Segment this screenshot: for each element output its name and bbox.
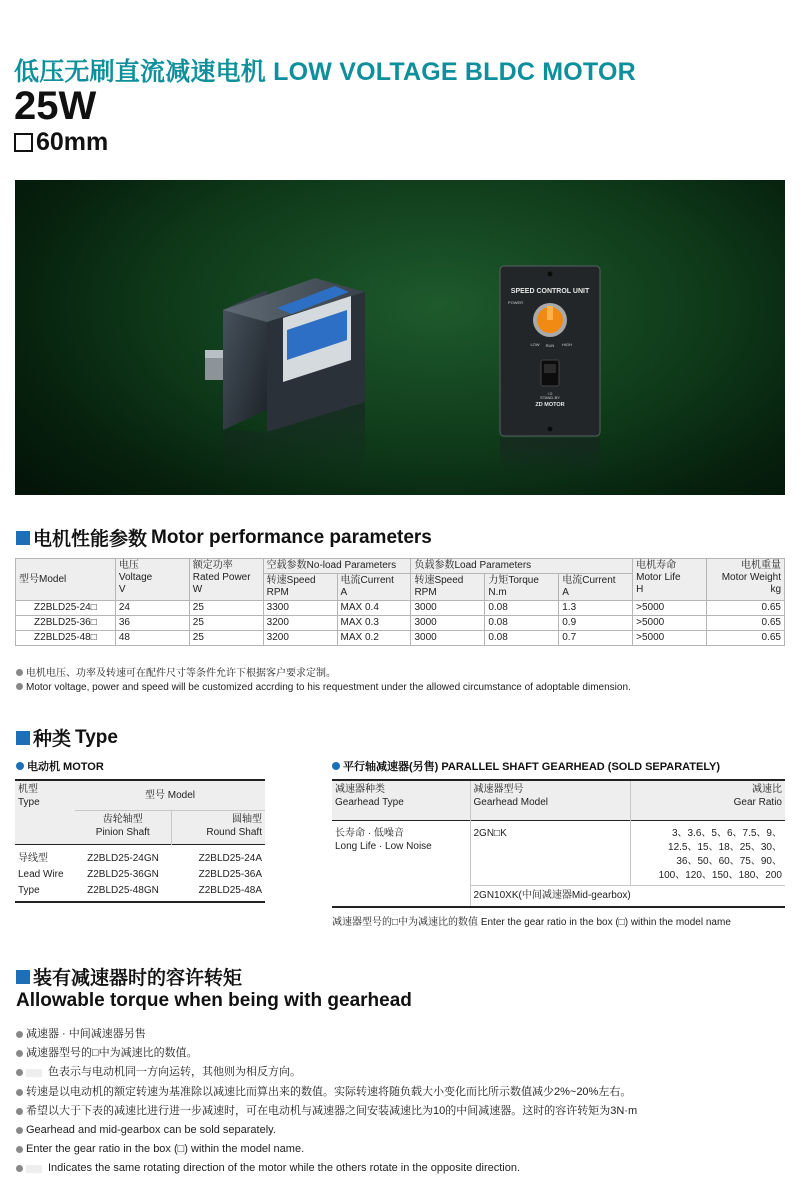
- gearhead-subheading-text: 平行轴减速器(另售) PARALLEL SHAFT GEARHEAD (SOLD SEPARATELY): [343, 761, 721, 773]
- table-cell: 0.08: [485, 631, 559, 646]
- motor-subheading: [16, 758, 104, 774]
- list-item: Indicates the same rotating direction of the motor while the others rotate in the opposite direction.: [16, 1159, 637, 1178]
- table-cell: 25: [189, 601, 263, 616]
- table-cell: 1.3: [559, 601, 633, 616]
- table-cell: 3000: [411, 631, 485, 646]
- controller-image: [500, 266, 600, 478]
- note-text: 电机电压、功率及转速可在配件尺寸等条件允许下根据客户要求定制。: [26, 668, 336, 679]
- header-voltage: 电压 Voltage V: [115, 559, 189, 601]
- table-cell: 0.7: [559, 631, 633, 646]
- header-load: 负载参数Load Parameters: [411, 559, 633, 574]
- bullet-icon: [16, 1031, 23, 1038]
- torque-notes-list: [16, 1025, 637, 1179]
- list-item: 色表示与电动机同一方向运转，其他则为相反方向。: [16, 1063, 637, 1082]
- torque-title-en: Allowable torque when being with gearhead: [16, 990, 412, 1011]
- table-cell: MAX 0.3: [337, 616, 411, 631]
- table-cell: >5000: [633, 631, 707, 646]
- table-cell: 0.65: [707, 601, 785, 616]
- table-row: [16, 631, 785, 646]
- header-model: 型号Model: [16, 559, 116, 601]
- table-cell: 3000: [411, 616, 485, 631]
- list-item: 减速器 · 中间减速器另售: [16, 1025, 637, 1044]
- square-frame-icon: [14, 133, 33, 152]
- frame-size: [14, 128, 108, 157]
- motor-type-header: 机型 Type: [15, 780, 75, 844]
- table-cell: 3200: [263, 616, 337, 631]
- table-header-row: [16, 559, 785, 574]
- header-noload-current: 电流Current A: [337, 574, 411, 601]
- table-cell: 0.65: [707, 631, 785, 646]
- section-square-icon: [16, 970, 30, 984]
- list-item: 减速器型号的□中为减速比的数值。: [16, 1044, 637, 1063]
- performance-note-en: [16, 682, 631, 693]
- table-row: [16, 601, 785, 616]
- header-no-load: 空载参数No-load Parameters: [263, 559, 411, 574]
- table-row: [15, 844, 265, 902]
- bullet-icon: [332, 762, 340, 770]
- performance-table: [15, 558, 785, 646]
- controller-title: SPEED CONTROL UNIT: [510, 288, 590, 295]
- list-item: 转速是以电动机的额定转速为基准除以减速比而算出来的数值。实际转速将随负载大小变化而比所示数值减少2%~20%左右。: [16, 1083, 637, 1102]
- table-cell: 0.08: [485, 601, 559, 616]
- table-header-row: [332, 780, 785, 820]
- pinion-header: 齿轮轴型 Pinion Shaft: [75, 810, 171, 844]
- performance-note-cn: [16, 664, 336, 679]
- performance-section-heading: [16, 524, 432, 551]
- bullet-icon: [16, 1089, 23, 1096]
- bullet-icon: [16, 1050, 23, 1057]
- table-cell: 0.08: [485, 616, 559, 631]
- list-item: Enter the gear ratio in the box (□) within the model name.: [16, 1140, 637, 1159]
- mid-gearbox-cell: 2GN10XK(中间减速器Mid-gearbox): [470, 885, 785, 907]
- bullet-icon: [16, 1165, 23, 1172]
- product-illustration: [15, 180, 785, 495]
- table-cell: 0.9: [559, 616, 633, 631]
- gearhead-note: 减速器型号的□中为减速比的数值 Enter the gear ratio in the box (□) within the model name: [332, 917, 731, 928]
- header-noload-speed: 转速Speed RPM: [263, 574, 337, 601]
- lead-wire-cell: 导线型 Lead Wire Type: [15, 844, 75, 902]
- header-load-torque: 力矩Torque N.m: [485, 574, 559, 601]
- table-cell: 0.65: [707, 616, 785, 631]
- header-rated-power: 额定功率 Rated Power W: [189, 559, 263, 601]
- dial-low-label: LOW: [530, 342, 540, 347]
- table-cell: Z2BLD25-48□: [16, 631, 116, 646]
- table-cell: 25: [189, 631, 263, 646]
- table-cell: 3000: [411, 601, 485, 616]
- note-text: Motor voltage, power and speed will be customized accrding to his requestment under the allowed circumstance of adoptable dimension.: [26, 682, 631, 693]
- gear-type-header: 减速器种类 Gearhead Type: [332, 780, 470, 820]
- table-cell: Z2BLD25-24□: [16, 601, 116, 616]
- frame-size-value: 60mm: [36, 128, 109, 156]
- motor-type-table: [15, 779, 265, 903]
- header-load-current: 电流Current A: [559, 574, 633, 601]
- motor-subheading-text: 电动机 MOTOR: [27, 761, 104, 773]
- type-title-en: Type: [75, 726, 118, 748]
- table-header-row: [15, 780, 265, 810]
- bullet-icon: [16, 1127, 23, 1134]
- bullet-icon: [16, 1108, 23, 1115]
- brand-label: ZD MOTOR: [535, 402, 565, 408]
- list-item: Gearhead and mid-gearbox can be sold separately.: [16, 1121, 637, 1140]
- header-load-speed: 转速Speed RPM: [411, 574, 485, 601]
- dial-run-label: RUN: [545, 343, 555, 348]
- gearhead-subheading: [332, 758, 720, 774]
- section-square-icon: [16, 731, 30, 745]
- controller-power-label: POWER: [508, 300, 524, 305]
- type-section-heading: [16, 724, 118, 751]
- table-cell: 3300: [263, 601, 337, 616]
- header-weight: 电机重量 Motor Weight kg: [707, 559, 785, 601]
- table-row: [16, 616, 785, 631]
- table-cell: 25: [189, 616, 263, 631]
- type-title-cn: 种类: [33, 729, 72, 750]
- header-life: 电机寿命 Motor Life H: [633, 559, 707, 601]
- dial-high-label: HIGH: [562, 342, 572, 347]
- gear-ratio-header: 减速比 Gear Ratio: [630, 780, 785, 820]
- gear-ratios-cell: 3、3.6、5、6、7.5、9、 12.5、15、18、25、30、 36、50、60、75、90、 100、120、150、180、200: [630, 820, 785, 885]
- standby-label: STAND-BY: [540, 395, 560, 400]
- gear-model-header: 减速器型号 Gearhead Model: [470, 780, 630, 820]
- round-models-cell: Z2BLD25-24A Z2BLD25-36A Z2BLD25-48A: [171, 844, 265, 902]
- table-cell: 3200: [263, 631, 337, 646]
- gear-model-cell: 2GN□K: [470, 820, 630, 885]
- performance-title-en: Motor performance parameters: [151, 526, 432, 548]
- bullet-icon: [16, 1146, 23, 1153]
- table-row: [332, 820, 785, 885]
- gearhead-table: [332, 779, 785, 908]
- table-cell: >5000: [633, 601, 707, 616]
- switch-marks: I O: [547, 392, 553, 396]
- section-square-icon: [16, 531, 30, 545]
- bullet-icon: [16, 683, 23, 690]
- motor-model-header: 型号 Model: [75, 780, 265, 810]
- table-cell: MAX 0.2: [337, 631, 411, 646]
- torque-title-cn: 装有减速器时的容许转矩: [33, 968, 243, 989]
- list-item: 希望以大于下表的减速比进行进一步减速时，可在电动机与减速器之间安装减速比为10的中间减速器。这时的容许转矩为3N·m: [16, 1102, 637, 1121]
- power-rating: 25W: [14, 84, 97, 128]
- pinion-models-cell: Z2BLD25-24GN Z2BLD25-36GN Z2BLD25-48GN: [75, 844, 171, 902]
- torque-section-heading: [16, 963, 242, 990]
- table-cell: MAX 0.4: [337, 601, 411, 616]
- page-title: 低压无刷直流减速电机 LOW VOLTAGE BLDC MOTOR: [14, 58, 636, 86]
- same-direction-swatch: [26, 1069, 42, 1077]
- bullet-icon: [16, 762, 24, 770]
- bullet-icon: [16, 1069, 23, 1076]
- table-cell: 48: [115, 631, 189, 646]
- same-direction-swatch: [26, 1165, 42, 1173]
- table-cell: Z2BLD25-36□: [16, 616, 116, 631]
- table-cell: 36: [115, 616, 189, 631]
- table-cell: 24: [115, 601, 189, 616]
- table-cell: >5000: [633, 616, 707, 631]
- product-photo: [15, 180, 785, 495]
- round-header: 圆轴型 Round Shaft: [171, 810, 265, 844]
- bullet-icon: [16, 669, 23, 676]
- performance-title-cn: 电机性能参数: [33, 529, 148, 550]
- motor-image: [205, 278, 365, 480]
- gear-type-cell: 长寿命 · 低噪音 Long Life · Low Noise: [332, 820, 470, 907]
